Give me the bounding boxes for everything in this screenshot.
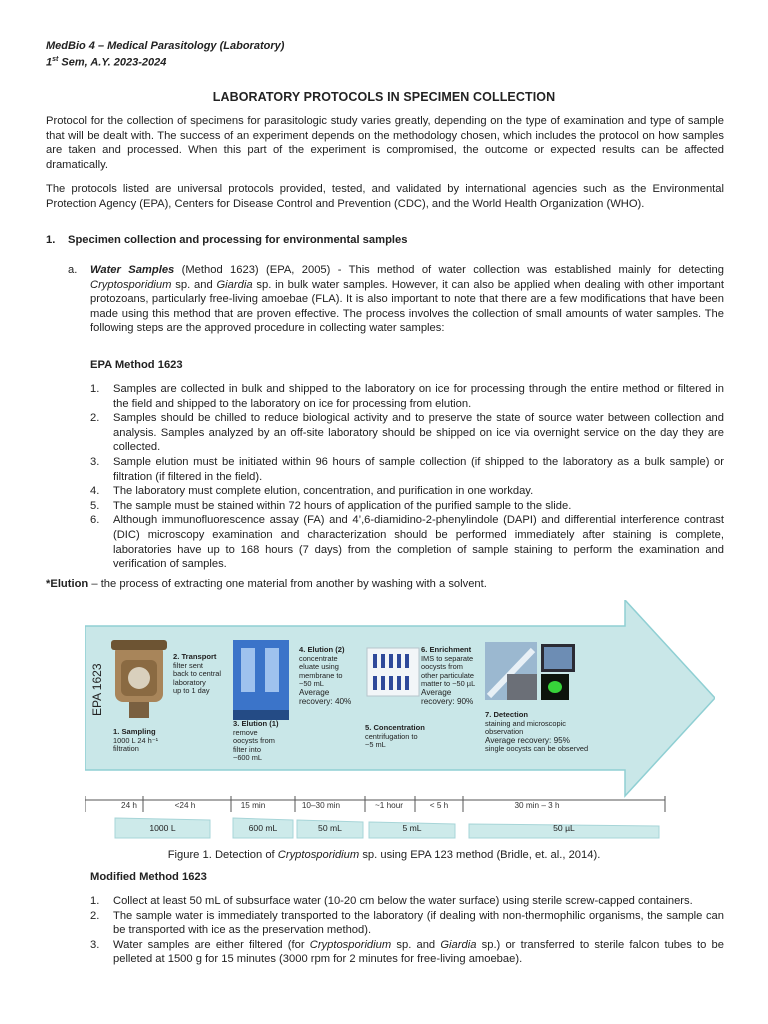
volume-label: 5 mL bbox=[402, 823, 422, 833]
time-label: <24 h bbox=[174, 801, 196, 810]
process-arrow bbox=[85, 600, 715, 796]
page-title: LABORATORY PROTOCOLS IN SPECIMEN COLLECTION bbox=[212, 90, 556, 104]
elution-equipment-image bbox=[233, 640, 289, 720]
epa-steps-list bbox=[90, 382, 724, 572]
list-item: 4. The laboratory must complete elution, concentration, and purification in one workday. bbox=[90, 485, 534, 498]
list-item: 1. Samples are collected in bulk and shipped to the laboratory on ice for processing through the entire method or filtered in the field and shipped to the laboratory on ice for processing from elution. bbox=[90, 383, 724, 410]
figure-side-label: EPA 1623 bbox=[90, 663, 104, 716]
volume-label: 600 mL bbox=[248, 823, 278, 833]
figure-caption: Figure 1. Detection of Cryptosporidium sp. using EPA 123 method (Bridle, et. al., 2014). bbox=[167, 849, 601, 861]
volume-label: 1000 L bbox=[149, 823, 176, 833]
water-samples-term: Water Samples bbox=[90, 264, 175, 276]
list-item: 6. Although immunofluorescence assay (FA) and 4’,6-diamidino-2-phenylindole (DAPI) and differential interference contrast (DIC) microscopy examination and characterization should be performed immediately after staining is complete, laboratories have up to 168 hours (7 days) from the completion of sample staining to perform the examination and verification of samples. bbox=[90, 514, 724, 571]
intro-paragraph-2: The protocols listed are universal protocols provided, tested, and validated by international agencies such as the Environmental Protection Agency (EPA), Centers for Disease Control and Prevention (CDC), and the World Health Organization (WHO). bbox=[46, 183, 724, 210]
volume-label: 50 mL bbox=[318, 823, 342, 833]
time-label: 10–30 min bbox=[301, 801, 341, 810]
figure-step-5: 5. Concentration centrifugation to ~5 mL bbox=[365, 723, 425, 750]
epa-method-heading: EPA Method 1623 bbox=[90, 359, 183, 371]
time-label: 30 min – 3 h bbox=[514, 801, 560, 810]
elution-definition: *Elution – the process of extracting one material from another by washing with a solvent. bbox=[46, 578, 487, 590]
list-item: 2. Samples should be chilled to reduce biological activity and to preserve the state of source water between collection and analysis. Samples analyzed by an off-site laboratory should be shipped on ice via overnight service on the day they are collected. bbox=[90, 412, 724, 454]
list-item: 3. Sample elution must be initiated within 96 hours of sample collection (if shipped to the laboratory as a bulk sample) or filtration (if filtered in the field). bbox=[90, 455, 724, 483]
figure-step-1: 1. Sampling 1000 L 24 h⁻¹ filtration bbox=[113, 727, 159, 754]
figure-step-2: 2. Transport filter sent back to central laboratory up to 1 day bbox=[173, 652, 222, 696]
figure-step-4: 4. Elution (2) concentrate eluate using membrane to ~50 mL Average recovery: 40% bbox=[299, 645, 352, 706]
time-label: 15 min bbox=[240, 801, 266, 810]
list-item: 5. The sample must be stained within 72 hours of application of the purified sample to the slide. bbox=[90, 499, 572, 512]
semester-line: 1st Sem, A.Y. 2023-2024 bbox=[46, 56, 167, 69]
list-item: 3. Water samples are either filtered (for Cryptosporidium sp. and Giardia sp.) or transferred to sterile falcon tubes to be pelleted at 1500 g for 15 minutes (3000 rpm for 2 minutes for free-living amoebae). bbox=[90, 938, 724, 966]
epa-1623-figure bbox=[85, 600, 715, 840]
water-samples-paragraph: a. Water Samples (Method 1623) (EPA, 2005) - This method of water collection was established mainly for detecting Cryptosporidium sp. and Giardia sp. in bulk water samples. However, it can also be applied when dealing with other important protozoans, particularly free-living amoebae (FLA). It is also important to note that there are a few modifications that have been made using this method that are proven effective. The process involves the collection of small amounts of water samples. The following steps are the approved procedure in collecting water samples: bbox=[68, 264, 724, 335]
time-label: ~1 hour bbox=[375, 801, 403, 810]
modified-steps-list bbox=[90, 894, 724, 967]
figure-step-6: 6. Enrichment IMS to separate oocysts from other particulate matter to ~50 µL Average recovery: 90% bbox=[421, 645, 476, 706]
time-label: < 5 h bbox=[429, 801, 449, 810]
list-item: 1. Collect at least 50 mL of subsurface water (10-20 cm below the water surface) using sterile screw-capped containers. bbox=[90, 895, 693, 907]
time-label: 24 h bbox=[121, 801, 137, 810]
figure-step-7: 7. Detection staining and microscopic observation Average recovery: 95% single oocysts can be observed bbox=[485, 710, 589, 754]
tube-rack-image bbox=[367, 648, 419, 696]
section-heading: 1. Specimen collection and processing for environmental samples bbox=[46, 234, 408, 246]
course-header bbox=[46, 39, 284, 70]
list-item: 2. The sample water is immediately transported to the laboratory (if dealing with non-thermophilic organisms, the sample can be transported with ice as the preservation method). bbox=[90, 909, 724, 937]
modified-method-heading: Modified Method 1623 bbox=[90, 871, 207, 883]
microscope-images bbox=[485, 642, 575, 700]
intro-paragraph-1: Protocol for the collection of specimens for parasitologic study varies greatly, depending on the type of examination and type of sample that will be dealt with. The success of an experiment depends on the methodology chosen, which includes the protocol on how samples are taken and processed. When this part of the experiment is compromised, the outcome or expected results can be affected dramatically. bbox=[46, 115, 724, 171]
course-title: MedBio 4 – Medical Parasitology (Laboratory) bbox=[46, 40, 285, 52]
figure-step-3: 3. Elution (1) remove oocysts from filter into ~600 mL bbox=[233, 719, 279, 763]
volume-label: 50 µL bbox=[553, 823, 575, 833]
